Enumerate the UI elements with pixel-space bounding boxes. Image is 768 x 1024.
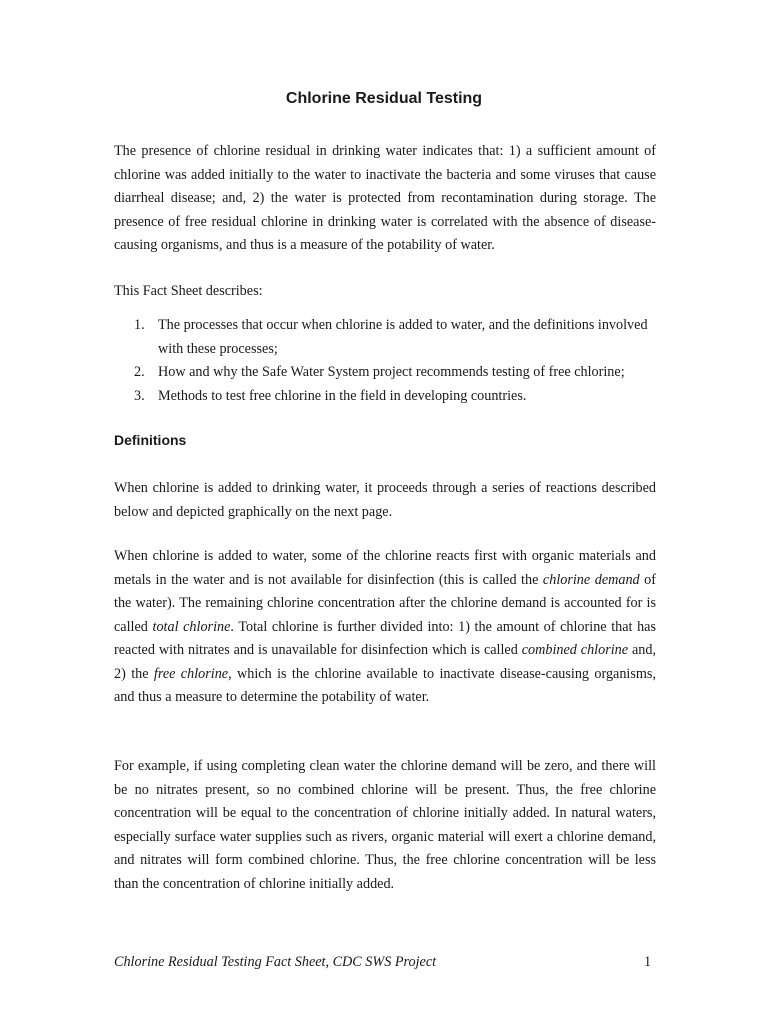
list-item-text: How and why the Safe Water System project recommends testing of free chlorine; — [158, 364, 625, 380]
term-free-chlorine: free chlorine — [153, 665, 229, 682]
intro-paragraph: The presence of chlorine residual in drinking water indicates that: 1) a sufficient amount of chlorine was added initially to the water to inactivate the bacteria and some viruses that cause diarrheal disease; and, 2) the water is protected from recontamination during storage. The presence of free residual chlorine in drinking water is correlated with the absence of disease-causing organisms, and thus is a measure of the potability of water. — [114, 143, 656, 253]
definitions-text: and, 2) the — [114, 642, 656, 682]
term-total-chlorine: total chlorine — [152, 618, 231, 635]
fact-sheet-lead: This Fact Sheet describes: — [114, 283, 263, 299]
list-item-number: 1. — [134, 317, 145, 333]
footer-source: Chlorine Residual Testing Fact Sheet, CDC SWS Project — [114, 954, 437, 970]
definitions-text: When chlorine is added to water, some of the chlorine reacts first with organic materials and metals in the water and is not available for disinfection (this is called the — [114, 548, 656, 588]
definitions-paragraph-2 — [114, 545, 656, 710]
definitions-text: of the water). The remaining chlorine concentration after the chlorine demand is accounted for is called — [114, 571, 656, 635]
page-number: 1 — [644, 954, 652, 970]
list-item — [134, 314, 656, 361]
definitions-heading: Definitions — [114, 432, 187, 448]
list-item-text: The processes that occur when chlorine is added to water, and the definitions involved with these processes; — [158, 317, 648, 357]
definitions-text: , which is the chlorine available to inactivate disease-causing organisms, and thus a measure to determine the potability of water. — [114, 665, 656, 705]
definitions-paragraph-1: When chlorine is added to drinking water, it proceeds through a series of reactions described below and depicted graphically on the next page. — [114, 480, 656, 520]
fact-sheet-list — [134, 314, 656, 408]
list-item-number: 2. — [134, 364, 145, 380]
list-item-text: Methods to test free chlorine in the field in developing countries. — [158, 387, 527, 404]
example-paragraph: For example, if using completing clean water the chlorine demand will be zero, and there will be no nitrates present, so no combined chlorine will be present. Thus, the free chlorine concentration will be equal to the concentration of chlorine initially added. In natural waters, especially surface water supplies such as rivers, organic material will exert a chlorine demand, and nitrates will form combined chlorine. Thus, the free chlorine concentration will be less than the concentration of chlorine initially added. — [114, 758, 656, 892]
term-chlorine-demand: chlorine demand — [542, 571, 640, 588]
list-item — [134, 361, 656, 385]
definitions-text: . Total chlorine is further divided into: 1) the amount of chlorine that has reacted with nitrates and is unavailable for disinfection which is called — [114, 618, 657, 658]
term-combined-chlorine: combined chlorine — [521, 642, 629, 658]
list-item-number: 3. — [134, 387, 145, 404]
list-item — [134, 385, 656, 409]
page-title: Chlorine Residual Testing — [285, 90, 483, 107]
